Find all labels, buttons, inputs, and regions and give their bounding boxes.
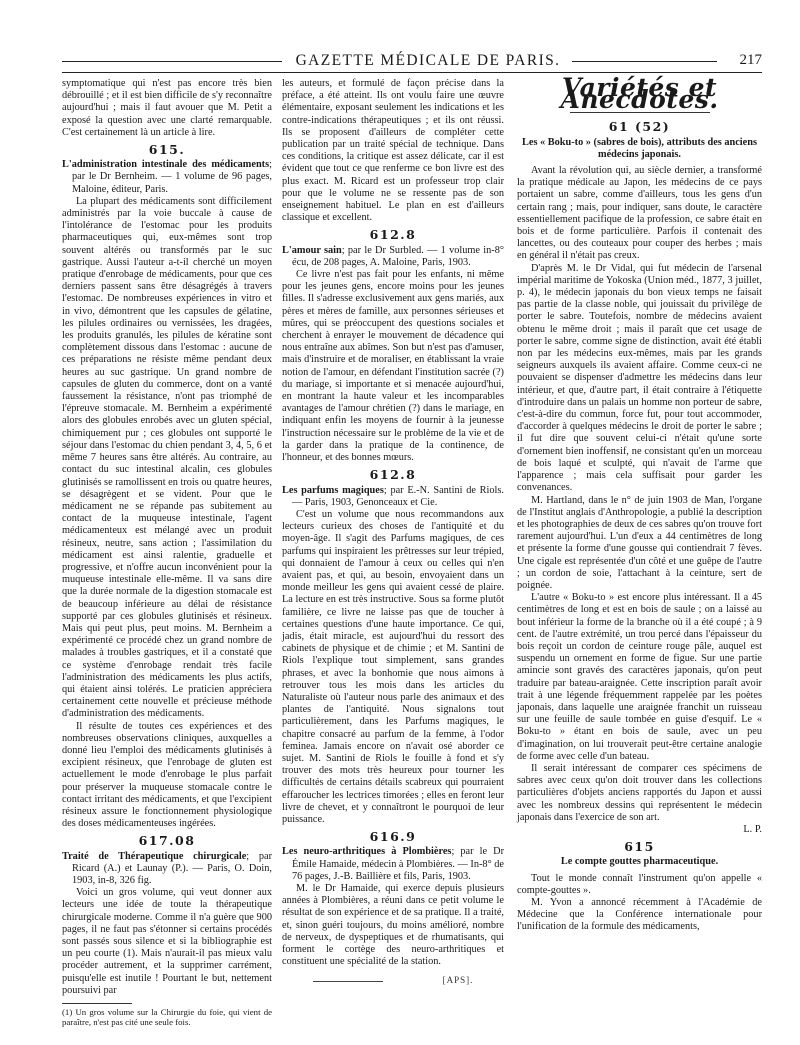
entry-number: 612.8	[369, 467, 417, 483]
end-ornament	[282, 974, 504, 986]
entry-number: 61 (52)	[608, 119, 671, 135]
entry-title: Les neuro-arthritiques à Plombières	[282, 846, 452, 858]
entry-number: 615.	[148, 142, 186, 158]
page-header	[62, 52, 762, 73]
column-left	[62, 78, 272, 1027]
entry-bibliography: ; par le Dr Émile Hamaide, médecin à Plombières. — In-8° de 76 pages, J.-B. Baillière et fils, Paris, 1903.	[292, 846, 504, 882]
paragraph: Il résulte de toutes ces expériences et des nombreuses observations cliniques, auxquelles a donné lieu l'emploi des médicaments glutinisés à excipient résineux, que l'enrobage de gluten est actuellement le mode d'enrobage le plus parfait pour préserver la muqueuse stomacale contre le contact irritant des médicaments, et que l'excipient résineux assure le fonctionnement physiologique des doses médicamenteuses ingérées.	[62, 720, 272, 830]
entry-title: L'amour sain	[282, 244, 342, 256]
entry-heading	[282, 846, 504, 883]
page-number: 217	[739, 52, 762, 68]
entry-bibliography: ; par E.-N. Santini de Riols. — Paris, 1903, Genonceaux et Cie.	[292, 484, 505, 508]
paragraph: symptomatique qui n'est pas encore très bien débrouillé ; et il est bien difficile de s'y reconnaître aujourd'hui ; mais il faut avouer que M. Petit a exposé la question avec une clarté remarquable. C'est certainement là un article à lire.	[62, 78, 272, 138]
header-rule-left	[62, 61, 282, 62]
paragraph: Avant la révolution qui, au siècle dernier, a transformé la pratique médicale au Japon, les médecins de ce pays portaient un sabre, comme d'ailleurs, tous les gens d'un certain rang ; mais, pour indiquer, sans doute, le caractère essentiellement pacifique de la profession, ce sabre était en bois et de forme particulière. Parfois il contenait des lancettes, ou des couteaux pour couper des herbes ; mais en général il n'était pas creux.	[517, 165, 762, 262]
paragraph: C'est un volume que nous recommandons aux lecteurs curieux des choses de l'antiquité et du moyen-âge. Il s'agit des Parfums magiques, de ces parfums qui inspiraient les prêtresses sur leur trépied, qui donnaient de l'amour à ceux ou celles qui n'en avaient pas, et qui, au besoin, envoyaient dans un monde meilleur les gens qui avaient cessé de plaire. La lecture en est très instructive. Sous sa forme plutôt familière, ce livre ne laisse pas que de toucher à certaines questions d'une haute importance. Ce qui, jadis, était miracle, est aujourd'hui du ressort des cabinets de physique et de chimie ; et M. Santini de Riols l'explique tout simplement, sans grandes phrases, et avec la bonhomie que nous aimons à retrouver tous les mois dans les articles du Naturaliste où l'auteur nous parle des animaux et des plantes de l'antiquité. Nous signalons tout particulièrement, dans les Parfums magiques, le chapitre consacré au parfum de la femme, à l'odor feminea. Jamais encore on n'avait osé aborder ce sujet. M. Santini de Riols le fouille à fond et s'y trouver des mots très heureux pour tourner les difficultés de certains détails scabreux qui pourraient effaroucher les lectrices timorées ; elles en feront leur livre de chevet, et y connaîtront le pourquoi de leur puissance.	[282, 508, 504, 825]
journal-title: GAZETTE MÉDICALE DE PARIS.	[295, 52, 561, 69]
ornament-rule	[313, 981, 383, 982]
signature: L. P.	[743, 823, 762, 835]
paragraph: Voici un gros volume, qui veut donner aux lecteurs une idée de toute la thérapeutique chirurgicale moderne. Comme il n'a guère que 900 pages, il ne faut pas s'étonner si certains procédés sont passés sous silence et si la bibliographie est un peu courte (1). Mais n'aurait-il pas mieux valu procéder autrement, et la supprimer carrément, puisqu'elle est inutile ! Pourtant le but, nettement poursuivi par	[62, 887, 272, 996]
footnote-rule	[62, 1003, 132, 1004]
paragraph: D'après M. le Dr Vidal, qui fut médecin de l'arsenal impérial maritime de Yokoska (Union méd., 1877, 3 juillet, p. 4), le médecin japonais du bon vieux temps ne faisait pas partie de la classe noble, qui jouissait du privilège de porter le sabre. Toutefois, nombre de médecins avaient obtenu le même droit ; mais il paraît que cet usage de porter le sabre, comme signe de distinction, avait été établi non par les médecins eux-mêmes, mais par les grands seigneurs auxquels ils avaient affaire. Comme ceux-ci ne pouvaient se dispenser d'admettre les médecins dans leur intérieur, et que, d'autre part, il était contraire à l'étiquette d'introduire dans un palais un homme non porteur de sabre, c'est-à-dire du commun, force fut, pour tout accommoder, d'accorder à quelques médecins le droit de porter le sabre ; il fut dire que souvent celui-ci n'était qu'une sorte d'ornement bien inoffensif, ne consistant qu'en un morceau de bois laqué et sculpté, qui n'avait de l'arme que l'apparence ; mais cela suffisait pour garder les convenances.	[517, 262, 762, 494]
entry-bibliography: ; par le Dr Bernheim. — 1 volume de 96 pages, Maloine, éditeur, Paris.	[72, 159, 272, 195]
column-middle	[282, 78, 504, 987]
paragraph: M. Yvon a annoncé récemment à l'Académie de Médecine que la Conférence internationale pour l'unification de la formule des médicaments,	[517, 897, 762, 933]
header-rule-right	[572, 61, 717, 62]
entry-heading: Le compte gouttes pharmaceutique.	[560, 856, 719, 868]
entry-title: L'administration intestinale des médicaments	[62, 159, 270, 171]
paragraph: M. Hartland, dans le n° de juin 1903 de Man, l'organe de l'Institut anglais d'Anthropologie, a publié la description et les photographies de deux de ces sabres qu'on trouve fort rarement aujourd'hui. L'un d'eux a 44 centimètres de long et présente la forme d'une gousse qui contiendrait 7 fèves. Une cigale est représentée d'un côté et une guêpe de l'autre ; un cordon de soie, l'attachant à la ceinture, sert de poignée.	[517, 494, 762, 591]
paragraph: Tout le monde connaît l'instrument qu'on appelle « compte-gouttes ».	[517, 872, 762, 896]
entry-number: 615	[624, 839, 655, 855]
entry-heading	[282, 245, 504, 269]
entry-bibliography: ; par le Dr Surbled. — 1 volume in-8° écu, de 208 pages, A. Maloine, Paris, 1903.	[292, 244, 504, 268]
footnote: (1) Un gros volume sur la Chirurgie du foie, qui vient de paraître, n'est pas cité une seule fois.	[62, 1007, 272, 1028]
entry-bibliography: ; par Ricard (A.) et Launay (P.). — Paris, O. Doin, 1903, in-8, 326 fig.	[72, 850, 273, 886]
column-right	[517, 73, 762, 934]
section-title: Variétés et Anecdotes.	[560, 73, 719, 115]
entry-number: 616.9	[369, 829, 417, 845]
paragraph: La plupart des médicaments sont difficilement administrés par la voie buccale à cause de l'intolérance de l'estomac pour les produits pharmaceutiques qui, eux-mêmes sont trop souvent altérés ou transformés par le suc gastrique. Aussi l'auteur a-t-il cherché un moyen pratique d'enrobage de médicaments, pour que ces derniers passent sans être désagrégés à travers l'estomac. De nombreuses expériences in vitro et in vivo, démontrent que les capsules de gélatine, les pilules ordinaires ou vernissées, les dragées, les produits granulés, les pilules de kératine sont complètement dissous dans l'estomac : aucune de ces préparations ne résiste même pendant deux heures au suc gastrique. Un grand nombre de capsules de gluten du commerce, dont on a vanté faussement la résistance, n'ont pas triomphé de l'épreuve stomacale. M. Bernheim a expérimenté alors des globules enrobés avec un gluten spécial, chimiquement pur ; ces globules ont supporté le séjour dans l'estomac du chien pendant 3, 4, 5, 6 et même 7 heures sans être altérés. Au contraire, au contact du suc intestinal alcalin, ces globules glutinisés se ramollissent en trois ou quatre heures, se désagrègent et se vident. Pour que le médicament ne se répande pas subitement au contact de la muqueuse intestinale, l'agent médicamenteux est mélangé avec un produit résineux, neutre, sans action ; l'assimilation du médicament est ainsi ralentie, graduelle et progressive, et n'offre aucun inconvénient pour la muqueuse intestinale elle-même. Il va sans dire que la durée normale de la digestion stomacale est de beaucoup inférieure au délai de résistance supporté par ces globules glutinisés et résineux. Mais qui peut plus, peut moins. M. Bernheim a expérimenté ce procédé chez un grand nombre de malades à troubles gastriques, et il a constaté que ce système d'enrobage rendait très facile l'administration des médicaments les plus actifs, qui étaient ainsi tolérés. Le praticien appréciera certainement cette nouvelle et précieuse méthode d'administration des médicaments.	[62, 195, 272, 720]
paragraph: M. le Dr Hamaide, qui exerce depuis plusieurs années à Plombières, a réuni dans ce petit volume le résultat de son expérience et de sa pratique. Il a traité, et, sinon guéri toujours, du moins amélioré, nombre de nerveux, de dyspeptiques et de rhumatisants, qui forment le cortège des neuro-arthritiques et constituent une spécialité de la station.	[282, 883, 504, 968]
entry-heading: Les « Boku-to » (sabres de bois), attributs des anciens médecins japonais.	[522, 136, 757, 160]
paragraph: Il serait intéressant de comparer ces spécimens de sabres avec ceux qu'on doit trouver dans les collections particulières d'objets anciens rapportés du Japon et aussi avec les nombreux dessins qui représentent le médecin japonais dans l'exercice de son art.	[517, 762, 762, 823]
source-tag: [APS].	[442, 975, 474, 986]
paragraph: Ce livre n'est pas fait pour les enfants, ni même pour les jeunes gens, encore moins pour les jeunes filles. Il s'adresse exclusivement aux gens mariés, aux pères et mères de famille, aux personnes sérieuses et mûres, qui se préoccupent des questions sociales et cherchent à enrayer le mouvement de décadence qui nous entraîne aux abîmes. Son but n'est pas d'amuser, mais d'instruire et de moraliser, en établissant la vraie notion de l'amour, en défendant l'institution sacrée (?) du mariage, si importante et si menacée aujourd'hui, en montrant la haute valeur et les incomparables avantages de l'amour chrétien (?) dans le mariage, en indiquant enfin les moyens de fournir à la jeunesse l'instruction nécessaire sur le problème de la vie et de la garder dans la pratique de la continence, de l'honneur, et des bonnes mœurs.	[282, 269, 504, 464]
entry-heading	[282, 485, 504, 509]
entry-heading	[62, 851, 272, 888]
entry-title: Traité de Thérapeutique chirurgicale	[62, 850, 247, 862]
paragraph: L'autre « Boku-to » est encore plus intéressant. Il a 45 centimètres de long et est en bois de saule ; on a laissé au bout inférieur la forme de la branche où il a été coupé ; à 9 cent. de l'autre extrémité, un trou percé dans l'épaisseur du bois reçoit un cordon de ceinture rouge pâle, auquel est suspendu un ornement en forme de figue. Sur une partie amincie sont gravés des caractères japonais, qu'on peut traduire par bateau-araignée. Cette inscription paraît avoir trait à une légende fréquemment rappelée par les poètes japonais, dans laquelle une araignée franchit un ruisseau sur une feuille de saule tombée en guise d'esquif. Le « Boku-to » étant en bois de saule, avec un peu d'imagination, on lui trouverait peut-être certaine analogie de forme avec celle d'un bateau.	[517, 592, 762, 762]
entry-title: Les parfums magiques	[282, 484, 384, 496]
paragraph: les auteurs, et formulé de façon précise dans la préface, a été atteint. Ils ont voulu faire une œuvre élémentaire, exposant seulement les indications et les contre-indications thérapeutiques ; et ils ont réussi. Ils se proposent d'ailleurs de compléter cette publication par un traité spécial de technique. Dans ces conditions, la critique est assez délicate, car il est évident que tout ce que renferme ce bon livre est des plus exact. M. Ricard est un professeur trop clair pour que le volume ne se ressente pas de son enseignement habituel. Le plan en est d'ailleurs classique et excellent.	[282, 78, 504, 224]
entry-number: 612.8	[369, 227, 417, 243]
entry-number: 617.08	[138, 833, 196, 849]
entry-heading	[62, 159, 272, 196]
